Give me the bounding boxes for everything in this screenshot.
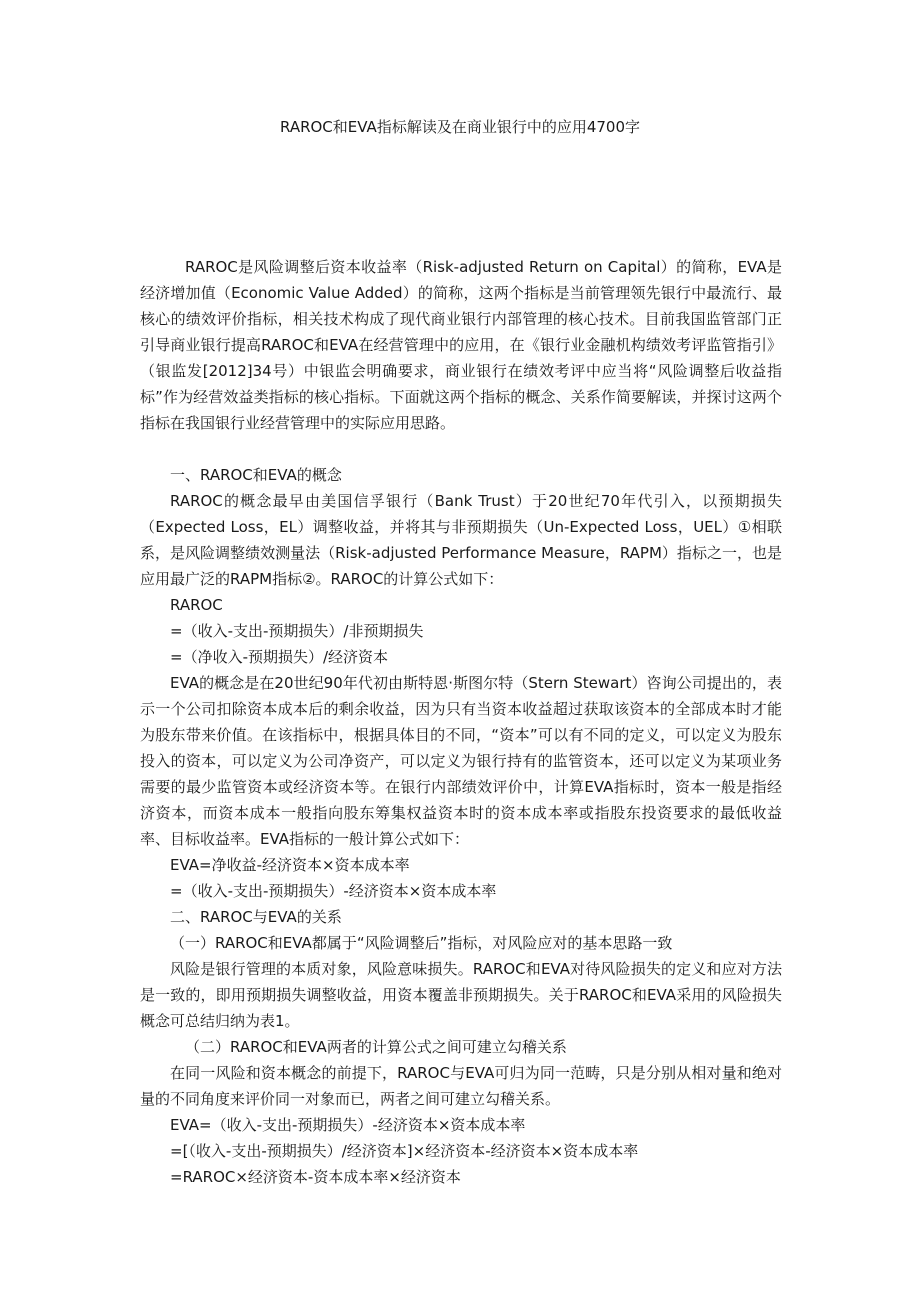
- section2-subheading-1: （一）RAROC和EVA都属于“风险调整后”指标，对风险应对的基本思路一致: [170, 934, 673, 952]
- section1-paragraph-1: RAROC的概念最早由美国信孚银行（Bank Trust）于20世纪70年代引入，以预期损失（Expected Loss，EL）调整收益，并将其与非预期损失（Un-Expected Loss，UEL）①相联系，是风险调整绩效测量法（Risk-adjusted Performance Measure，RAPM）指标之一，也是应用最广泛的RAPM指标②。RAROC的计算公式如下：: [140, 492, 782, 588]
- intro-paragraph: RAROC是风险调整后资本收益率（Risk-adjusted Return on Capital）的简称，EVA是经济增加值（Economic Value Added）的简称，这两个指标是当前管理领先银行中最流行、最核心的绩效评价指标，相关技术构成了现代商业银行内部管理的核心技术。目前我国监管部门正引导商业银行提高RAROC和EVA在经营管理中的应用，在《银行业金融机构绩效考评监管指引》（银监发[2012]34号）中银监会明确要求，商业银行在绩效考评中应当将“风险调整后收益指标”作为经营效益类指标的核心指标。下面就这两个指标的概念、关系作简要解读，并探讨这两个指标在我国银行业经营管理中的实际应用思路。: [140, 258, 782, 432]
- section1-paragraph-2: EVA的概念是在20世纪90年代初由斯特恩·斯图尔特（Stern Stewart）咨询公司提出的，表示一个公司扣除资本成本后的剩余收益，因为只有当资本收益超过获取该资本的全部成本时才能为股东带来价值。在该指标中，根据具体目的不同，“资本”可以有不同的定义，可以定义为股东投入的资本，可以定义为公司净资产，可以定义为银行持有的监管资本，还可以定义为某项业务需要的最少监管资本或经济资本等。在银行内部绩效评价中，计算EVA指标时，资本一般是指经济资本，而资本成本一般指向股东筹集权益资本时的资本成本率或指股东投资要求的最低收益率、目标收益率。EVA指标的一般计算公式如下：: [140, 674, 782, 848]
- section2-heading: 二、RAROC与EVA的关系: [170, 908, 342, 926]
- formula1-line2: =（收入-支出-预期损失）/非预期损失: [170, 622, 424, 640]
- formula3-line1: EVA=（收入-支出-预期损失）-经济资本×资本成本率: [170, 1116, 526, 1134]
- document-title: RAROC和EVA指标解读及在商业银行中的应用4700字: [280, 118, 640, 136]
- formula1-line3: =（净收入-预期损失）/经济资本: [170, 648, 389, 666]
- formula1-line1: RAROC: [170, 596, 223, 614]
- formula3-line2: =[（收入-支出-预期损失）/经济资本]×经济资本-经济资本×资本成本率: [170, 1142, 639, 1160]
- formula2-line1: EVA=净收益-经济资本×资本成本率: [170, 856, 410, 874]
- section2-paragraph-1: 风险是银行管理的本质对象，风险意味损失。RAROC和EVA对待风险损失的定义和应对方法是一致的，即用预期损失调整收益，用资本覆盖非预期损失。关于RAROC和EVA采用的风险损失概念可总结归纳为表1。: [140, 960, 782, 1030]
- paragraph-gap: [140, 436, 782, 462]
- section2-subheading-2: （二）RAROC和EVA两者的计算公式之间可建立勾稽关系: [185, 1038, 567, 1056]
- section2-paragraph-2: 在同一风险和资本概念的前提下，RAROC与EVA可归为同一范畴，只是分别从相对量和绝对量的不同角度来评价同一对象而已，两者之间可建立勾稽关系。: [140, 1064, 782, 1108]
- formula3-line3: =RAROC×经济资本-资本成本率×经济资本: [170, 1168, 461, 1186]
- section1-heading: 一、RAROC和EVA的概念: [170, 466, 342, 484]
- document-body: [140, 254, 782, 1190]
- formula2-line2: =（收入-支出-预期损失）-经济资本×资本成本率: [170, 882, 497, 900]
